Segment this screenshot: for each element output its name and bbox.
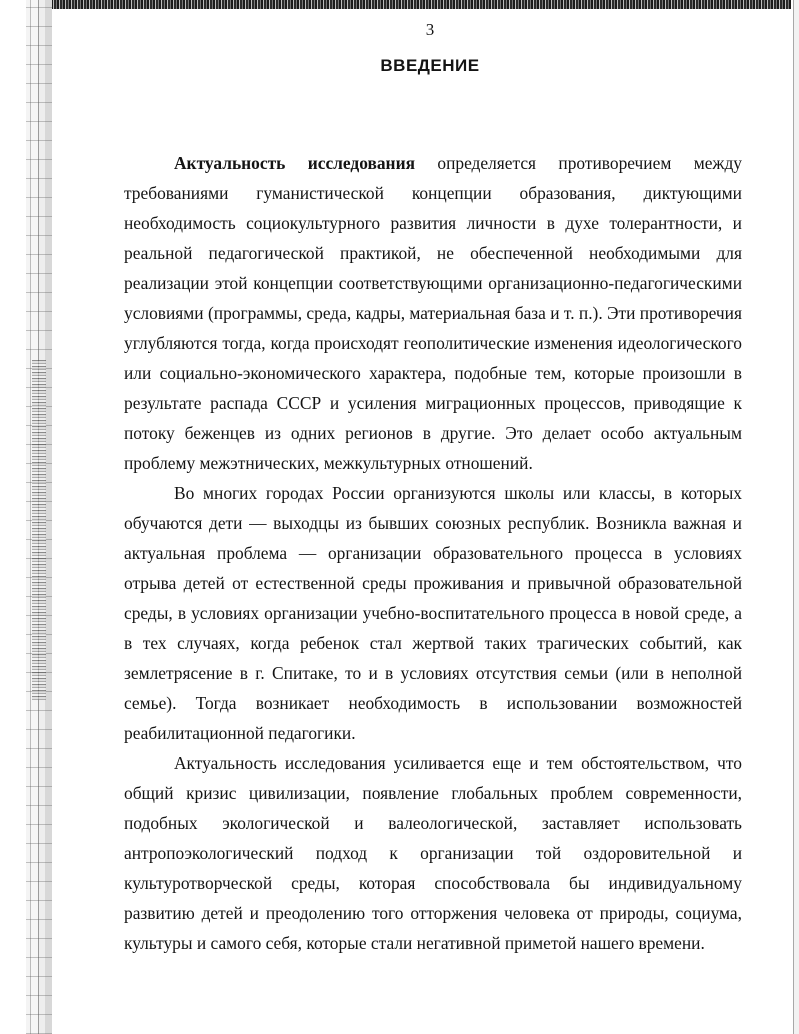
section-heading: ВВЕДЕНИЕ bbox=[380, 56, 480, 75]
paragraph-1-lead: Актуальность исследования bbox=[174, 153, 415, 173]
scan-left-edge bbox=[26, 0, 52, 1034]
page-number: 3 bbox=[425, 20, 435, 39]
body-text bbox=[124, 148, 742, 958]
paragraph-2-text: Во многих городах России организуются школы или классы, в которых обучаются дети — выходцы из бывших союзных республик. Возникла важная и актуальная проблема — организации образовательного процесса в условиях отрыва детей от естественной среды проживания и привычной образовательной среды, в условиях организации учебно-воспитательного процесса в новой среде, а в тех случаях, когда ребенок стал жертвой таких трагических событий, как землетрясение в г. Спитаке, то и в условиях отсутствия семьи (или в неполной семье). Тогда возникает необходимость в использовании возможностей реабилитационной педагогики. bbox=[124, 483, 742, 743]
paragraph-1 bbox=[124, 148, 742, 478]
paragraph-2 bbox=[124, 478, 742, 748]
paragraph-3 bbox=[124, 748, 742, 958]
scan-top-edge bbox=[30, 0, 792, 9]
paragraph-1-text: определяется противоречием между требованиями гуманистической концепции образования, диктующими необходимость социокультурного развития личности в духе толерантности, и реальной педагогической практикой, не обеспеченной необходимыми для реализации этой концепции соответствующими организационно-педагогическими условиями (программы, среда, кадры, материальная база и т. п.). Эти противоречия углубляются тогда, когда происходят геополитические изменения идеологического или социально-экономического характера, подобные тем, которые произошли в результате распада СССР и усиления миграционных процессов, приводящие к потоку беженцев из одних регионов в другие. Это делает особо актуальным проблему межэтнических, межкультурных отношений. bbox=[124, 153, 742, 473]
scan-right-edge bbox=[791, 0, 799, 1034]
paragraph-3-text: Актуальность исследования усиливается еще и тем обстоятельством, что общий кризис цивилизации, появление глобальных проблем современности, подобных экологической и валеологической, заставляет использовать антропоэкологический подход к организации той оздоровительной и культуротворческой среды, которая способствовала бы индивидуальному развитию детей и преодолению того отторжения человека от природы, социума, культуры и самого себя, которые стали негативной приметой нашего времени. bbox=[124, 753, 742, 953]
